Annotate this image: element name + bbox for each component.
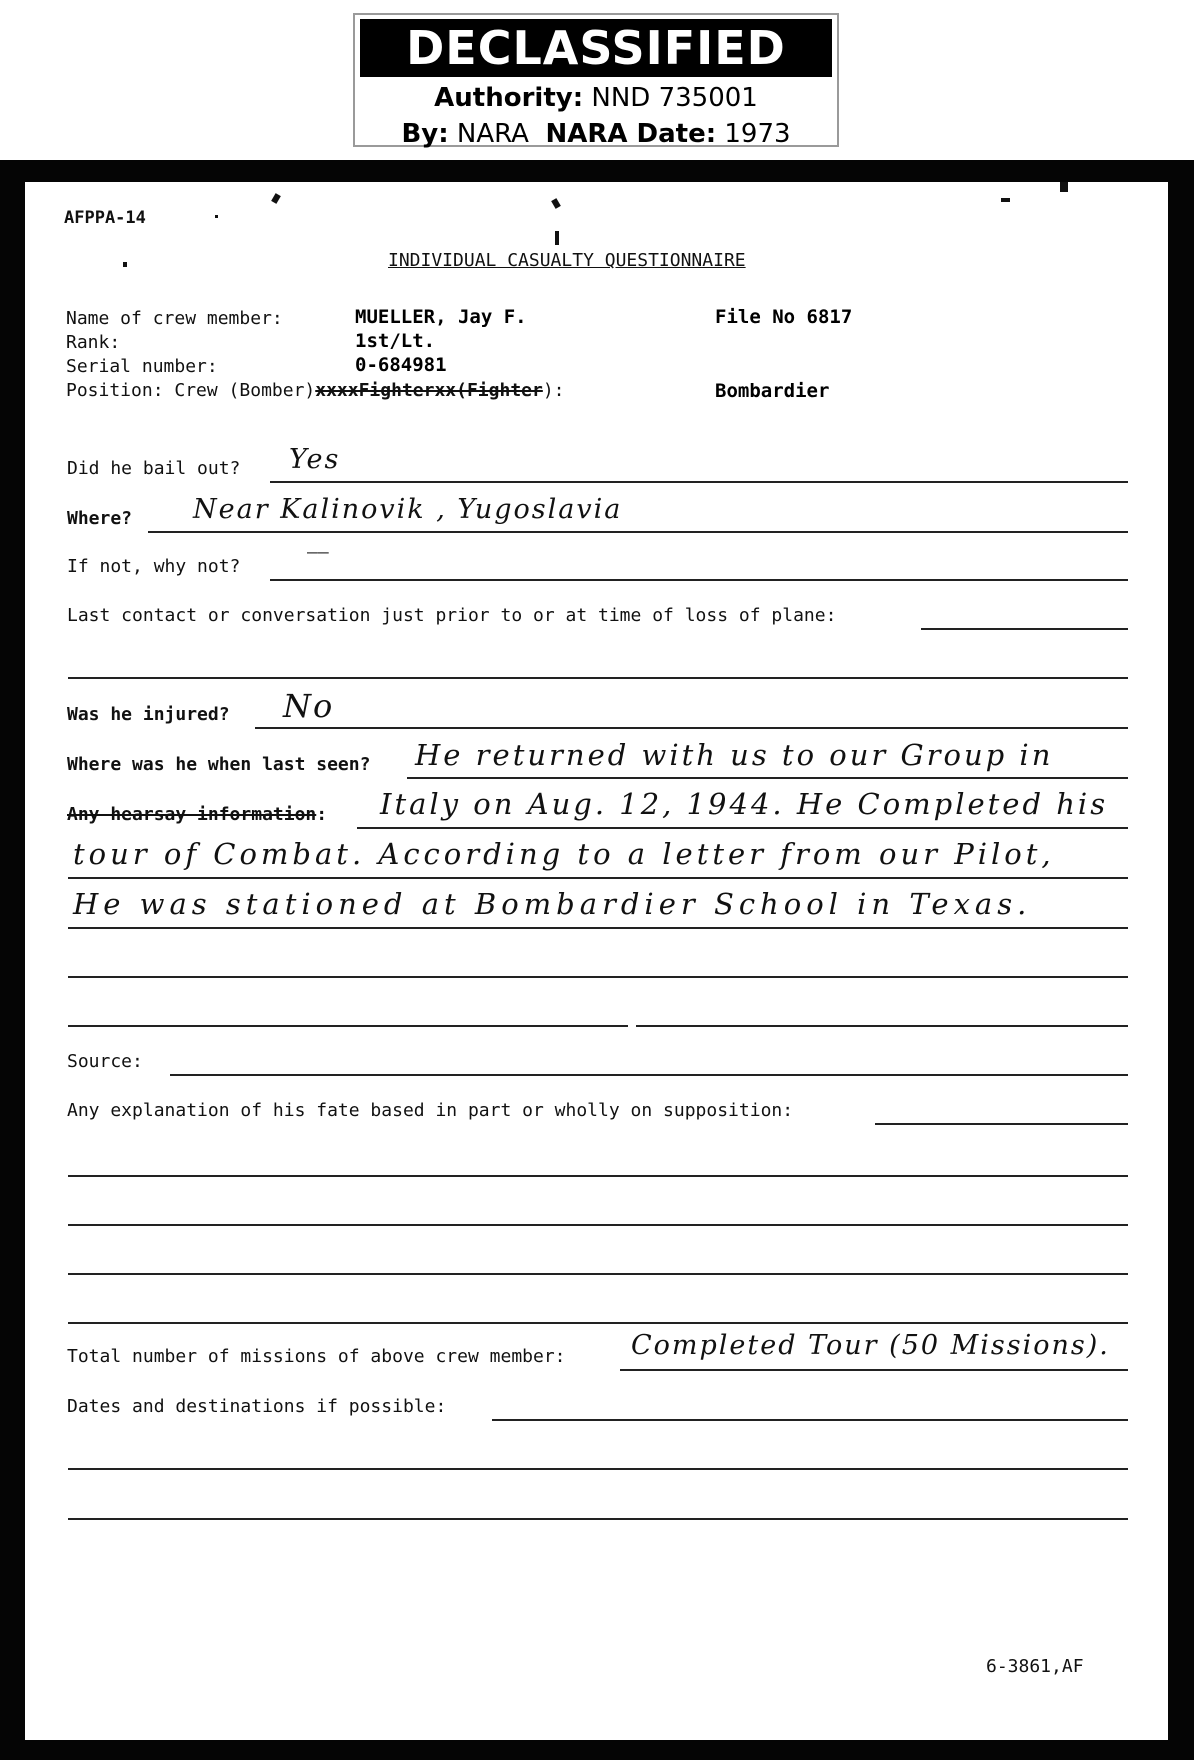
lastseen-answer: He returned with us to our Group in <box>415 738 1054 772</box>
where-label: Where? <box>67 508 133 529</box>
bail-label: Did he bail out? <box>67 458 241 479</box>
rank-value: 1st/Lt. <box>355 330 436 352</box>
form-number: 6-3861,AF <box>986 1656 1084 1677</box>
hearsay-rule-1 <box>357 827 1128 829</box>
where-answer: Near Kalinovik , Yugoslavia <box>193 494 623 525</box>
explanation-line-5 <box>68 1322 1128 1324</box>
lastseen-line <box>407 777 1128 779</box>
form-title: INDIVIDUAL CASUALTY QUESTIONNAIRE <box>388 250 746 271</box>
ifnot-line <box>270 579 1128 581</box>
lastcontact-line-1 <box>921 628 1128 630</box>
position-label: Position: Crew (Bomber) <box>66 380 316 401</box>
stamp-title: DECLASSIFIED <box>360 19 832 77</box>
injured-label: Was he injured? <box>67 704 230 725</box>
lastseen-label: Where was he when last seen? <box>67 754 371 775</box>
missions-answer: Completed Tour (50 Missions). <box>631 1330 1110 1361</box>
stamp-by: By: NARA NARA Date: 1973 <box>401 119 791 149</box>
lastcontact-line-2 <box>68 677 1128 679</box>
injured-answer: No <box>283 687 335 725</box>
hearsay-rule-5a <box>68 1025 628 1027</box>
dates-label: Dates and destinations if possible: <box>67 1396 447 1417</box>
hearsay-rule-2 <box>68 877 1128 879</box>
questionnaire-sheet <box>25 182 1168 1740</box>
serial-value: 0-684981 <box>355 354 447 376</box>
form-id: AFPPA-14 <box>64 208 146 228</box>
explanation-line-2 <box>68 1175 1128 1177</box>
hearsay-label: Any hearsay information <box>67 804 317 825</box>
declassified-stamp <box>353 13 839 147</box>
stamp-authority: Authority: NND 735001 <box>434 83 758 113</box>
bail-line <box>270 481 1128 483</box>
explanation-line-4 <box>68 1273 1128 1275</box>
dates-line-2 <box>68 1468 1128 1470</box>
hearsay-line1: Italy on Aug. 12, 1944. He Completed his <box>380 787 1109 821</box>
serial-label: Serial number: <box>66 356 218 377</box>
ifnot-label: If not, why not? <box>67 556 241 577</box>
ifnot-answer: —— <box>307 542 329 563</box>
lastcontact-label: Last contact or conversation just prior to or at time of loss of plane: <box>67 605 837 626</box>
file-number: File No 6817 <box>715 306 853 328</box>
position-value: Bombardier <box>715 380 830 402</box>
explanation-label: Any explanation of his fate based in part or wholly on supposition: <box>67 1100 794 1121</box>
name-label: Name of crew member: <box>66 308 283 329</box>
position-close: ): <box>542 380 565 401</box>
position-struck: xxxxFighterxx(Fighter <box>315 380 543 401</box>
where-line <box>148 531 1128 533</box>
name-value: MUELLER, Jay F. <box>355 306 527 328</box>
explanation-line-1 <box>875 1123 1128 1125</box>
bail-answer: Yes <box>289 444 341 475</box>
dates-line-3 <box>68 1518 1128 1520</box>
hearsay-rule-5b <box>636 1025 1128 1027</box>
source-label: Source: <box>67 1051 143 1072</box>
scanned-page <box>0 160 1194 1760</box>
missions-label: Total number of missions of above crew member: <box>67 1346 566 1367</box>
position-line <box>66 380 565 401</box>
hearsay-label-group <box>67 804 327 825</box>
missions-line <box>620 1369 1128 1371</box>
hearsay-colon: : <box>316 804 328 825</box>
source-line <box>170 1074 1128 1076</box>
injured-line <box>255 727 1128 729</box>
hearsay-line3: He was stationed at Bombardier School in Texas. <box>73 887 1032 921</box>
hearsay-rule-3 <box>68 927 1128 929</box>
rank-label: Rank: <box>66 332 121 353</box>
explanation-line-3 <box>68 1224 1128 1226</box>
dates-line-1 <box>492 1419 1128 1421</box>
hearsay-line2: tour of Combat. According to a letter from our Pilot, <box>73 837 1055 871</box>
hearsay-rule-4 <box>68 976 1128 978</box>
